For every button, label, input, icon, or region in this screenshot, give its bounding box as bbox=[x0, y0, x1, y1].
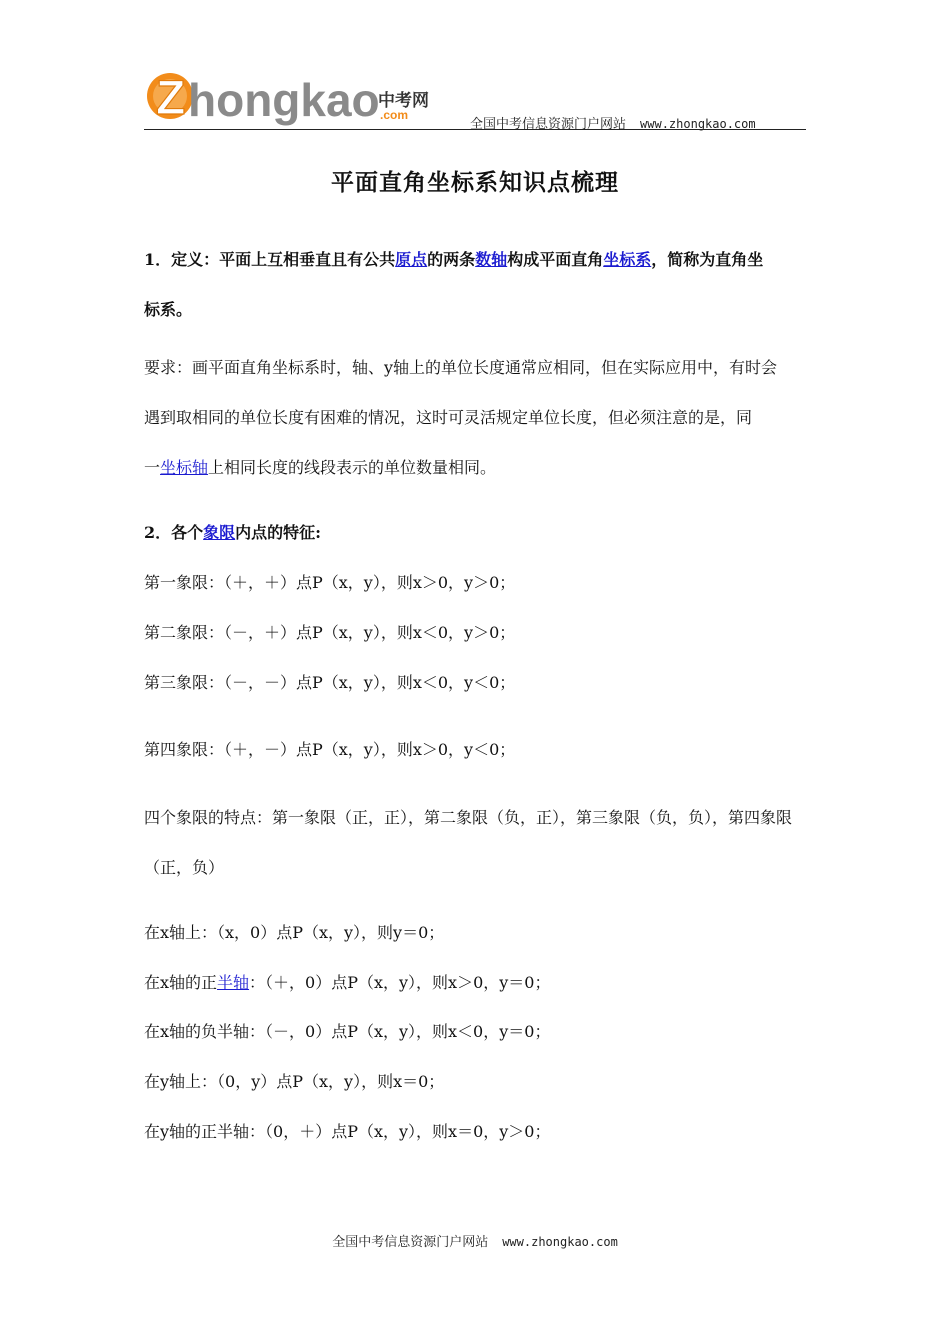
x-positive-text-b: ：（＋，0）点P（x，y），则x＞0，y＝0； bbox=[249, 973, 551, 992]
link-quadrant[interactable]: 象限 bbox=[203, 523, 236, 542]
zhongkao-logo[interactable] bbox=[146, 66, 436, 128]
features-line-1: 四个象限的特点：第一象限（正，正），第二象限（负，正），第三象限（负，负），第四象限 bbox=[144, 808, 793, 827]
x-axis-line: 在x轴上：（x，0）点P（x，y），则y＝0； bbox=[144, 923, 445, 942]
link-coordinate-system[interactable]: 坐标系 bbox=[603, 250, 652, 269]
link-number-line[interactable]: 数轴 bbox=[475, 250, 508, 269]
features-line-2: （正，负） bbox=[144, 858, 225, 877]
header-divider bbox=[144, 129, 806, 130]
definition-text-a: 1．定义：平面上互相垂直且有公共 bbox=[144, 250, 396, 269]
requirement-line-2: 遇到取相同的单位长度有困难的情况，这时可灵活规定单位长度，但必须注意的是，同 bbox=[144, 408, 753, 427]
quadrant-3-line: 第三象限：（－，－）点P（x，y），则x＜0，y＜0； bbox=[144, 673, 516, 692]
logo-cn: 中考网 bbox=[378, 91, 429, 111]
quadrant-2-line: 第二象限：（－，＋）点P（x，y），则x＜0，y＞0； bbox=[144, 623, 516, 642]
definition-text-b: 的两条 bbox=[427, 250, 476, 269]
quadrant-heading bbox=[144, 520, 321, 543]
footer-tagline: 全国中考信息资源门户网站 bbox=[332, 1235, 489, 1250]
logo-z: Z bbox=[156, 72, 186, 125]
requirement-line-1: 要求：画平面直角坐标系时，轴、y轴上的单位长度通常应相同，但在实际应用中，有时会 bbox=[144, 358, 778, 377]
quadrant-1-line: 第一象限：（＋，＋）点P（x，y），则x＞0，y＞0； bbox=[144, 573, 516, 592]
page-title: 平面直角坐标系知识点梳理 bbox=[331, 169, 619, 196]
definition-text-c: 构成平面直角 bbox=[507, 250, 604, 269]
quadrant-heading-a: 2．各个 bbox=[144, 523, 204, 542]
link-origin[interactable]: 原点 bbox=[395, 250, 428, 269]
definition-text-d: ，简称为直角坐 bbox=[651, 250, 764, 269]
logo-com: .com bbox=[380, 108, 409, 122]
quadrant-4-line: 第四象限：（＋，－）点P（x，y），则x＞0，y＜0； bbox=[144, 740, 516, 759]
definition-line-2: 标系。 bbox=[144, 300, 193, 319]
header-tagline-text: 全国中考信息资源门户网站 bbox=[470, 117, 627, 132]
y-positive-half-axis-line: 在y轴的正半轴：（0，＋）点P（x，y），则x＝0，y＞0； bbox=[144, 1122, 551, 1141]
logo-wordmark: hongkao bbox=[188, 74, 380, 126]
x-positive-half-axis-line bbox=[144, 970, 550, 993]
link-half-axis[interactable]: 半轴 bbox=[217, 973, 250, 992]
quadrant-heading-b: 内点的特征: bbox=[235, 523, 322, 542]
header-url[interactable]: www.zhongkao.com bbox=[640, 117, 756, 131]
definition-line-1 bbox=[144, 247, 763, 270]
y-axis-line: 在y轴上：（0，y）点P（x，y），则x＝0； bbox=[144, 1072, 445, 1091]
requirement-line-3 bbox=[144, 455, 496, 478]
link-coordinate-axis[interactable]: 坐标轴 bbox=[160, 458, 209, 477]
requirement-text-b: 上相同长度的线段表示的单位数量相同。 bbox=[208, 458, 497, 477]
x-negative-half-axis-line: 在x轴的负半轴：（－，0）点P（x，y），则x＜0，y＝0； bbox=[144, 1022, 551, 1041]
footer-url[interactable]: www.zhongkao.com bbox=[502, 1235, 618, 1249]
page-footer bbox=[0, 1231, 950, 1250]
x-positive-text-a: 在x轴的正 bbox=[144, 973, 218, 992]
requirement-text-a: 一 bbox=[144, 458, 161, 477]
